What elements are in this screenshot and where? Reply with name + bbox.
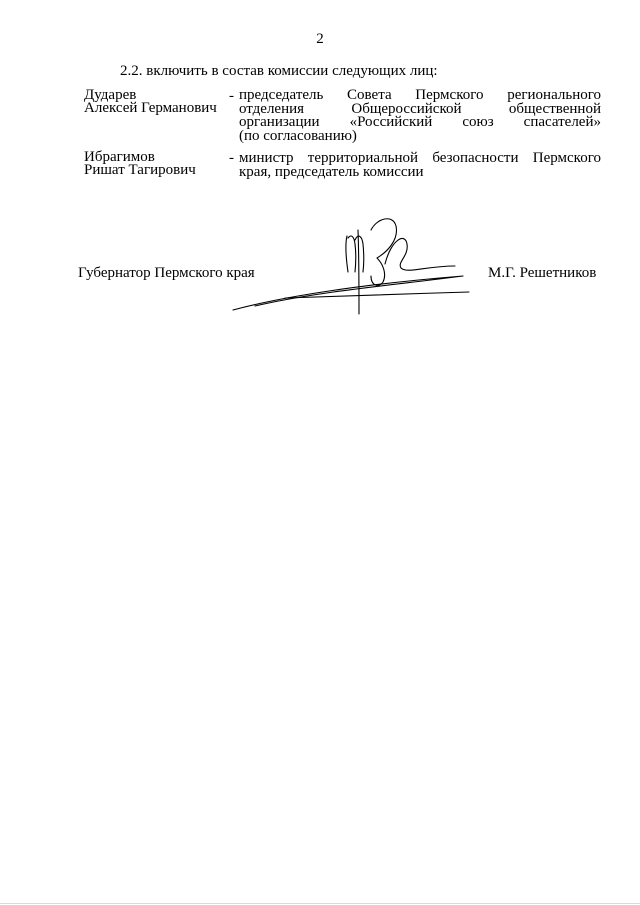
signatory-title: Губернатор Пермского края — [78, 265, 255, 281]
description-line: отделения Общероссийской общественной — [239, 100, 601, 117]
member-given-names: Ришат Тагирович — [84, 162, 196, 178]
description-line: председатель Совета Пермского регионального — [239, 87, 601, 103]
member-name — [84, 151, 196, 177]
signature-stroke — [385, 238, 455, 270]
signature-stroke — [371, 219, 396, 286]
member-dash: - — [229, 150, 234, 166]
signature-stroke — [358, 230, 359, 314]
member-surname: Дударев — [84, 87, 137, 103]
handwritten-signature — [225, 200, 485, 320]
signature-stroke — [346, 236, 364, 272]
member-description — [239, 151, 601, 179]
member-name — [84, 89, 217, 115]
description-line: министр территориальной безопасности Пермского — [239, 150, 601, 166]
description-line: (по согласованию) — [239, 127, 357, 144]
member-description — [239, 89, 601, 143]
signatory-name: М.Г. Решетников — [488, 265, 597, 281]
member-given-names: Алексей Германович — [84, 100, 217, 116]
description-line: края, председатель комиссии — [239, 164, 424, 180]
member-dash: - — [229, 88, 234, 104]
member-surname: Ибрагимов — [84, 149, 155, 165]
signature-strokes — [233, 219, 469, 314]
intro-paragraph: 2.2. включить в состав комиссии следующих лиц: — [120, 63, 438, 79]
page-number: 2 — [316, 31, 324, 47]
page-bottom-divider — [0, 903, 640, 904]
description-line: организации «Российский союз спасателей» — [239, 114, 601, 130]
